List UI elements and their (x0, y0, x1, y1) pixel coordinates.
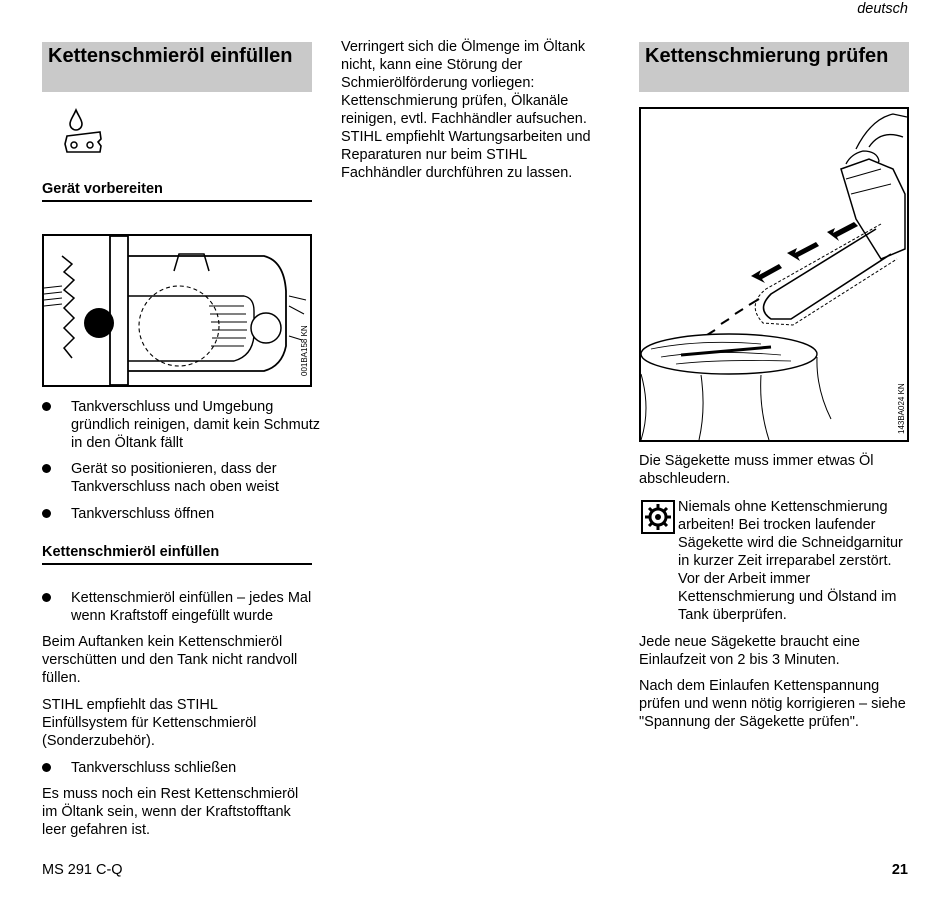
chain-oil-illustration (641, 109, 907, 440)
page-number: 21 (891, 862, 908, 878)
figure-chain-oil-test (639, 107, 909, 442)
list-item-text: Tankverschluss und Umgebung gründlich reinigen, damit kein Schmutz in den Öltank fällt (71, 399, 321, 451)
language-label: deutsch (857, 1, 908, 17)
chainsaw-illustration (44, 236, 310, 385)
list-item-text: Gerät so positionieren, dass der Tankverschluss nach oben weist (71, 461, 279, 495)
bullet-dot (42, 763, 51, 772)
warning-text: Niemals ohne Kettenschmierung arbeiten! Bei trocken laufender Sägekette wird die Schneidgarnitur in kurzer Zeit irreparabel zerstört. Vor der Arbeit immer Kettenschmierung und Ölstand im Tank überprüfen. (678, 499, 903, 623)
paragraph: Beim Auftanken kein Kettenschmieröl verschütten und den Tank nicht randvoll füllen. (42, 634, 298, 686)
paragraph: STIHL empfiehlt das STIHL Einfüllsystem für Kettenschmieröl (Sonderzubehör). (42, 697, 257, 749)
gear-warning-icon (641, 500, 675, 534)
subheading-prepare: Gerät vorbereiten (42, 180, 312, 202)
footer-model: MS 291 C-Q (42, 862, 123, 878)
paragraph-oil-fault: Verringert sich die Ölmenge im Öltank nicht, kann eine Störung der Schmierölförderung vorliegen: Kettenschmierung prüfen, Ölkanäle reinigen, evtl. Fachhändler aufsuchen. STIHL empfiehlt Wartungsarbeiten und Reparaturen nur beim STIHL Fachhändler durchführen zu lassen. (341, 39, 591, 181)
figure-code-1: 001BA158 KN (300, 325, 309, 376)
oil-drop-chain-icon (62, 106, 106, 160)
section-title-oil-fill: Kettenschmieröl einfüllen (42, 42, 312, 92)
paragraph: Nach dem Einlaufen Kettenspannung prüfen und wenn nötig korrigieren – siehe "Spannung der Sägekette prüfen". (639, 678, 906, 730)
subheading-fill-oil: Kettenschmieröl einfüllen (42, 543, 312, 565)
paragraph: Die Sägekette muss immer etwas Öl abschleudern. (639, 453, 874, 487)
paragraph: Es muss noch ein Rest Kettenschmieröl im Öltank sein, wenn der Kraftstofftank leer gefahren ist. (42, 786, 299, 838)
list-item-text: Tankverschluss öffnen (71, 506, 215, 522)
bullet-dot (42, 464, 51, 473)
figure-code-2: 143BA024 KN (897, 383, 906, 434)
bullet-dot (42, 402, 51, 411)
bullet-dot (42, 593, 51, 602)
figure-chainsaw-tank (42, 234, 312, 387)
paragraph: Jede neue Sägekette braucht eine Einlaufzeit von 2 bis 3 Minuten. (639, 634, 860, 668)
bullet-dot (42, 509, 51, 518)
section-title-chain-lube-check: Kettenschmierung prüfen (639, 42, 909, 92)
list-item-text: Kettenschmieröl einfüllen – jedes Mal wenn Kraftstoff eingefüllt wurde (71, 590, 312, 624)
list-item-text: Tankverschluss schließen (71, 760, 237, 776)
